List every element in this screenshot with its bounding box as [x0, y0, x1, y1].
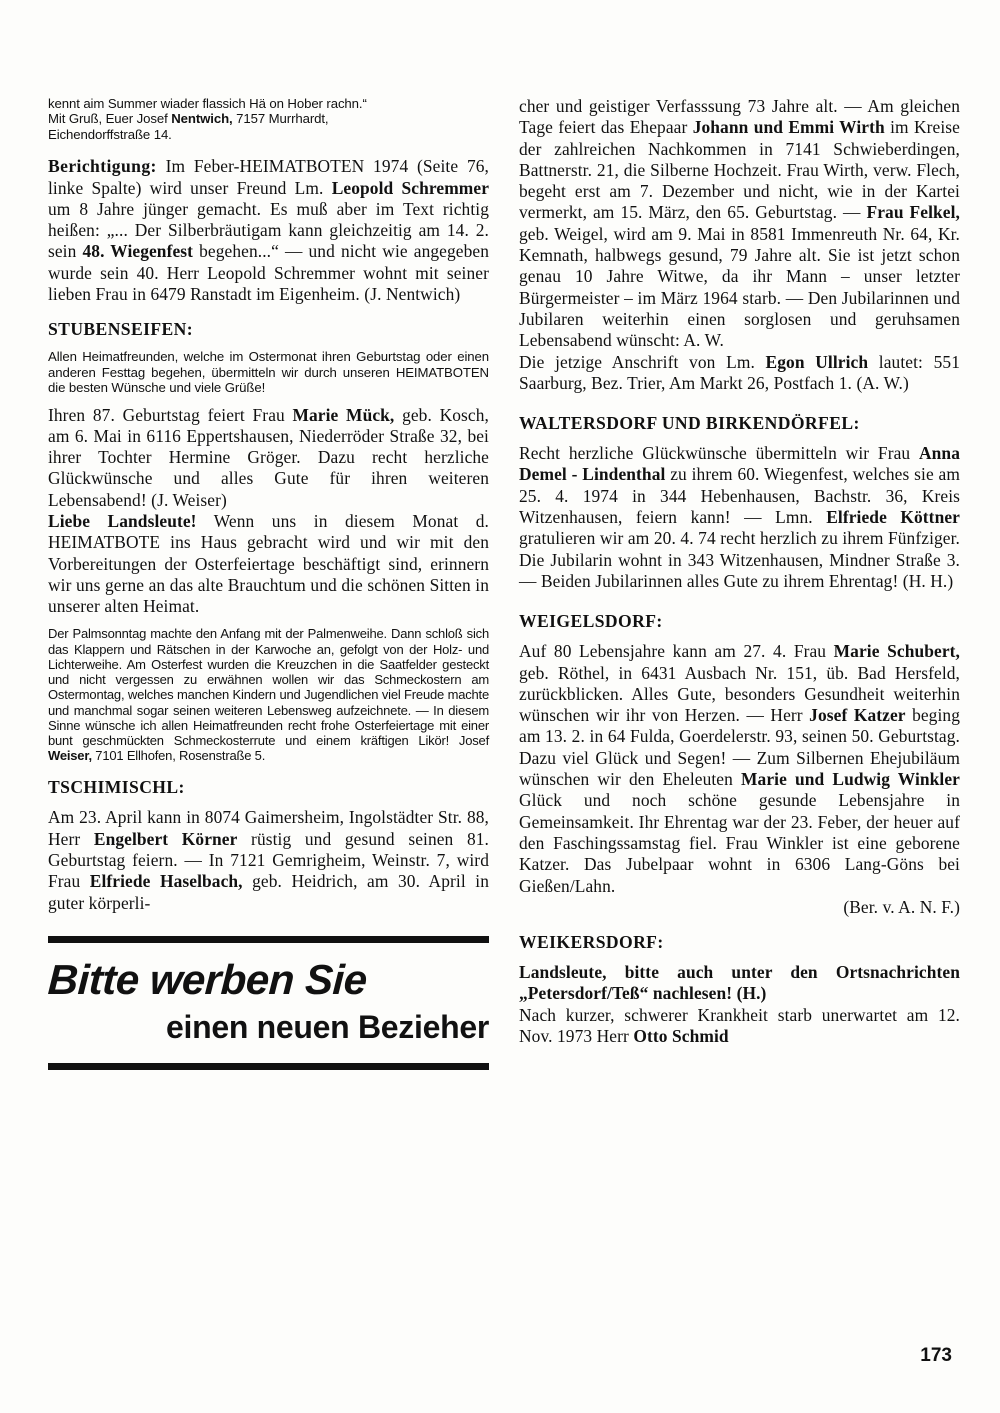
stubenseifen-salutation: Liebe Landsleute! [48, 511, 197, 531]
continuation-couple-name: Johann und Emmi Wirth [692, 117, 885, 138]
tschimischl-text-a: Am 23. April kann in 8074 Gaimersheim, Ingolstädter Str. 88, Herr [48, 807, 489, 849]
berichtigung-paragraph [48, 156, 489, 305]
stubenseifen-small-body [48, 626, 489, 763]
berichtigung-label: Berichtigung: [48, 156, 157, 177]
weigelsdorf-text-b: geb. Röthel, in 6431 Ausbach Nr. 151, üb. Bad Hersfeld, zurückblicken. Alles Gute, besonders Gesundheit weiterhin wünschen wir ihr von Herzen. — Herr [519, 662, 960, 726]
berichtigung-text-3: begehen...“ — und nicht wie angegeben wurde sein 40. Herr Leopold Schremmer wohnt mit seiner lieben Frau in 6479 Ranstadt im Eigenheim. (J. Nentwich) [48, 241, 489, 304]
advertisement-block [48, 936, 489, 1070]
stubenseifen-small-b: 7101 Ellhofen, Rosenstraße 5. [91, 748, 266, 764]
ad-top-rule [48, 936, 489, 943]
weigelsdorf-name-1: Marie Schubert, [833, 641, 960, 662]
stubenseifen-paragraph-1 [48, 405, 489, 511]
weigelsdorf-text-c: beging am 13. 2. in 64 Fulda, Goerdelerstr. 93, seinen 50. Geburtstag. Dazu viel Glück und Segen! — Zum Silbernen Ehejubiläum wünschen wir den Eheleuten [519, 705, 961, 790]
stubenseifen-p2-text: Wenn uns in diesem Monat d. HEIMATBOTE ins Haus gebracht wird und wir mit den Vorbereitungen der Osterfeiertage beschäftigt sind, erinnern wir uns gerne an das alte Brauchtum und die schönen Sitten in unserer alten Heimat. [48, 511, 489, 617]
top-note-line2-post: 7157 Murrhardt, [232, 111, 329, 127]
continuation-text-b: im Kreise der zahlreichen Nachkommen in 7141 Schwieberdingen, Battnerstr. 21, die Silberne Hochzeit. Frau Wirth, verw. Flech, begeht erst am 7. Dezember und nicht, wie in der Kartei vermerkt, am 15. März, den 65. Geburtstag. — [519, 117, 960, 223]
address-text-e: lautet: 551 Saarburg, Bez. Trier, Am Markt 26, Postfach 1. (A. W.) [519, 351, 960, 393]
waltersdorf-name-2: Elfriede Köttner [826, 507, 960, 528]
ad-subline: einen neuen Bezieher [166, 1008, 489, 1045]
address-person-name: Egon Ullrich [765, 351, 869, 372]
tschimischl-text-c: geb. Heidrich, am 30. April in guter körperli- [48, 871, 489, 913]
stubenseifen-p1-b: geb. Kosch, am 6. Mai in 6116 Eppertshausen, Niederröder Straße 32, bei ihrer Tochter Hermine Gröger. Dazu recht herzliche Glückwünsche und alles Gute für ihren weiteren Lebensabend! (J. Weiser) [48, 404, 489, 510]
weikersdorf-paragraph [519, 1005, 960, 1048]
top-note-line2-pre: Mit Gruß, Euer Josef [48, 111, 172, 127]
continuation-text-a: cher und geistiger Verfasssung 73 Jahre alt. — Am gleichen Tage feiert das Ehepaar [519, 96, 960, 138]
heading-weigelsdorf: WEIGELSDORF: [519, 611, 663, 632]
heading-stubenseifen: STUBENSEIFEN: [48, 319, 194, 340]
waltersdorf-text-a: Recht herzliche Glückwünsche übermitteln wir Frau [519, 443, 919, 464]
continuation-text-c: geb. Weigel, wird am 9. Mai in 8581 Immenreuth Nr. 64, Kr. Kemnath, halbwegs gesund, 79 Jahre alt. Sie ist jetzt schon genau 10 Jahre Witwe, da ihr Mann – unser letzter Bürgermeister – im März 1964 starb. — Den Jubilarinnen und Jubilaren weiterhin einen sorglosen und geruhsamen Lebensabend wünscht: A. W. [519, 223, 960, 351]
weikersdorf-bold-note [519, 962, 960, 1005]
heading-waltersdorf: WALTERSDORF UND BIRKENDÖRFEL: [519, 413, 860, 434]
stubenseifen-paragraph-2 [48, 511, 489, 617]
continuation-name-2: Frau Felkel, [866, 202, 961, 223]
top-note-line1: kennt aim Summer wiader flassich Hä on Hober rachn.“ [48, 96, 367, 111]
berichtigung-text-2: um 8 Jahre jünger gemacht. Es muß aber im Text richtig heißen: „... Der Silberbräutigam kann gleichzeitig am 14. 2. sein [48, 198, 489, 262]
waltersdorf-name-1: Anna Demel - Lindenthal [519, 443, 960, 485]
stubenseifen-intro: Allen Heimatfreunden, welche im Ostermonat ihren Geburtstag oder einen anderen Festtag begehen, übermitteln wir durch unseren HEIMATBOTEN die besten Wünsche und viele Grüße! [48, 349, 489, 396]
weikersdorf-name-1: Otto Schmid [633, 1025, 729, 1046]
stubenseifen-p1-a: Ihren 87. Geburtstag feiert Frau [48, 404, 293, 425]
address-text-d: Die jetzige Anschrift von Lm. [519, 351, 766, 372]
weikersdorf-note-text: Landsleute, bitte auch unter den Ortsnachrichten „Petersdorf/Teß“ nachlesen! (H.) [519, 962, 960, 1004]
waltersdorf-paragraph [519, 443, 960, 592]
page-number: 173 [920, 1345, 952, 1366]
left-column [48, 96, 489, 1070]
tschimischl-text-b: rüstig und gesund seinen 81. Geburtstag feiern. — In 7121 Gemrigheim, Weinstr. 7, wird Frau [48, 828, 489, 892]
weigelsdorf-paragraph [519, 641, 960, 897]
top-note-line3: Eichendorffstraße 14. [48, 126, 172, 142]
continuation-paragraph [519, 96, 960, 352]
weigelsdorf-signature: (Ber. v. A. N. F.) [843, 896, 960, 917]
ad-headline: Bitte werben Sie [46, 955, 369, 1003]
weigelsdorf-text-a: Auf 80 Lebensjahre kann am 27. 4. Frau [519, 641, 834, 662]
ad-bottom-rule [48, 1063, 489, 1070]
berichtigung-bold-2: 48. Wiegenfest [82, 241, 194, 262]
waltersdorf-text-b: zu ihrem 60. Wiegenfest, welches sie am 25. 4. 1974 in 344 Hebenhausen, Bachstr. 36, Kreis Witzenhausen, feiern kann! — Lmn. [519, 464, 960, 528]
weigelsdorf-name-2: Josef Katzer [809, 705, 906, 726]
weikersdorf-text-a: Nach kurzer, schwerer Krankheit starb unerwartet am 12. Nov. 1973 Herr [519, 1004, 960, 1046]
top-note-block [48, 96, 489, 142]
tschimischl-paragraph [48, 807, 489, 913]
weigelsdorf-couple-name: Marie und Ludwig Winkler [741, 769, 960, 790]
top-note-author: Nentwich, [171, 111, 233, 127]
heading-tschimischl: TSCHIMISCHL: [48, 777, 185, 798]
berichtigung-name: Leopold Schremmer [331, 177, 490, 198]
waltersdorf-text-c: gratulieren wir am 20. 4. 74 recht herzlich zu ihrem Fünfziger. Die Jubilarin wohnt in 343 Witzenhausen, Mindner Straße 3. — Beiden Jubilarinnen alles Gute zu ihrem Ehrentag! (H. H.) [519, 528, 960, 591]
right-column [519, 96, 960, 1070]
two-column-layout [48, 96, 960, 1070]
stubenseifen-small-a: Der Palmsonntag machte den Anfang mit der Palmenweihe. Dann schloß sich das Klappern und Rätschen in der Karwoche an, gefolgt von der Holz- und Lichterweihe. Am Osterfest wurden die Kreuzchen in die Saatfelder gesteckt und nicht vergessen zu erwähnen wollen wir das Schmeckostern am Ostermontag, welches manchen Kindern und Jugendlichen viel Freude machte und manchmal sogar seinen weiteren Lebensweg aufzeichnete. — In diesem Sinne wünsche ich allen Heimatfreunden recht frohe Osterfeiertage mit einer bunt geschmückten Schmeckosterrute und einem kräftigen Likör! Josef [48, 626, 489, 748]
tschimischl-name-2: Elfriede Haselbach, [89, 871, 243, 892]
address-update-paragraph [519, 352, 960, 395]
tschimischl-name-1: Engelbert Körner [93, 828, 238, 849]
stubenseifen-jubilarin-name: Marie Mück, [292, 404, 395, 425]
berichtigung-text-1: Im Feber-HEIMATBOTEN 1974 (Seite 76, linke Spalte) wird unser Freund Lm. [48, 156, 489, 198]
weigelsdorf-text-d: Glück und noch schöne gesunde Lebensjahre in Gemeinsamkeit. Ihr Ehrentag war der 23. Feber, der heuer auf den Faschingssamstag fiel. Frau Winkler ist eine geborene Katzer. Das Jubelpaar wohnt in 6306 Lang-Göns bei Gießen/Lahn. [519, 790, 960, 896]
heading-weikersdorf: WEIKERSDORF: [519, 932, 664, 953]
stubenseifen-small-author: Weiser, [48, 748, 92, 764]
